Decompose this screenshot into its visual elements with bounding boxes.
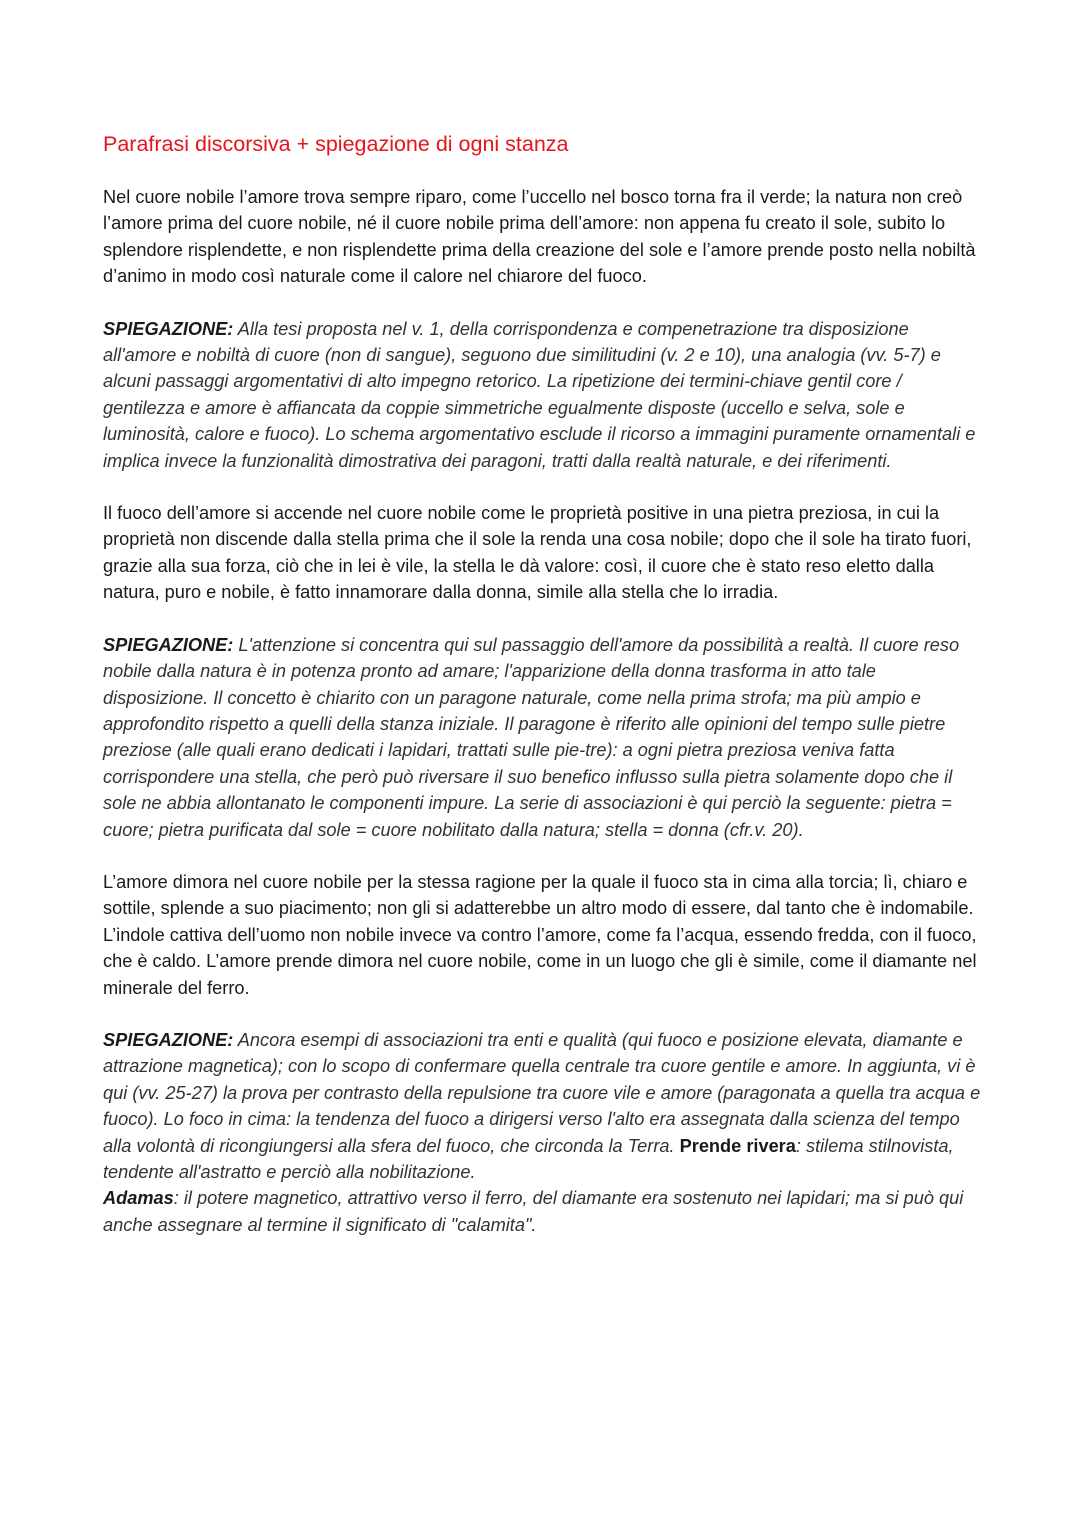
explanation-label: SPIEGAZIONE:	[103, 634, 234, 655]
term-prende-rivera: Prende rivera	[679, 1135, 796, 1156]
stanza2-explanation	[103, 632, 983, 843]
stanza2-paraphrase: Il fuoco dell’amore si accende nel cuore nobile come le proprietà positive in una pietra preziosa, in cui la proprietà non discende dalla stella prima che il sole la renda una cosa nobile; dopo che il sole ha tirato fuori, grazie alla sua forza, ciò che in lei è vile, la stella le dà valore: così, il cuore che è stato reso eletto dalla natura, puro e nobile, è fatto innamorare dalla donna, simile alla stella che lo irradia.	[103, 503, 972, 603]
explanation-label: SPIEGAZIONE:	[103, 1029, 234, 1050]
stanza1-paraphrase: Nel cuore nobile l’amore trova sempre riparo, come l’uccello nel bosco torna fra il verde; la natura non creò l’amore prima del cuore nobile, né il cuore nobile prima dell’amore: non appena fu creato il sole, subito lo splendore risplendette, e non risplendette prima della creazione del sole e l’amore prende posto nella nobiltà d’animo in modo così naturale come il calore nel chiarore del fuoco.	[103, 187, 976, 287]
stanza2-explanation-text: L'attenzione si concentra qui sul passaggio dell'amore da possibilità a realtà. Il cuore reso nobile dalla natura è in potenza pronto ad amare; l'apparizione della donna trasforma in atto tale disposizione. Il concetto è chiarito con un paragone naturale, come nella prima strofa; ma più ampio e approfondito rispetto a quelli della stanza iniziale. Il paragone è riferito alle opinioni del tempo sulle pietre preziose (alle quali erano dedicati i lapidari, trattati sulle pie-tre): a ogni pietra preziosa veniva fatta corrispondere una stella, che però può riversare il suo benefico influsso sulla pietra solamente dopo che il sole ne abbia allontanato le componenti impure. La serie di associazioni è qui perciò la seguente: pietra = cuore; pietra purificata dal sole = cuore nobilitato dalla natura; stella = donna (cfr.v. 20).	[103, 634, 960, 840]
stanza1-explanation-text: Alla tesi proposta nel v. 1, della corrispondenza e compenetrazione tra disposizione all'amore e nobiltà di cuore (non di sangue), seguono due similitudini (v. 2 e 10), una analogia (vv. 5-7) e alcuni passaggi argomentativi di alto impegno retorico. La ripetizione dei termini-chiave gentil core / gentilezza e amore è affiancata da coppie simmetriche egualmente disposte (uccello e selva, sole e luminosità, calore e fuoco). Lo schema argomentativo esclude il ricorso a immagini puramente ornamentali e implica invece la funzionalità dimostrativa dei paragoni, tratti dalla realtà naturale, e dei riferimenti.	[103, 318, 976, 471]
explanation-label: SPIEGAZIONE:	[103, 318, 234, 339]
page-title: Parafrasi discorsiva + spiegazione di ogni stanza	[103, 132, 569, 156]
document-page	[103, 128, 983, 1264]
stanza3-paraphrase: L’amore dimora nel cuore nobile per la stessa ragione per la quale il fuoco sta in cima alla torcia; lì, chiaro e sottile, splende a suo piacimento; non gli si adatterebbe un altro modo di essere, dal tanto che è indomabile. L’indole cattiva dell’uomo non nobile invece va contro l’amore, come fa l’acqua, essendo fredda, con il fuoco, che è caldo. L’amore prende dimora nel cuore nobile, come in un luogo che gli è simile, come il diamante nel minerale del ferro.	[103, 871, 977, 998]
term-prende-rivera-text: : stilema stilnovista, tendente all'astratto e perciò alla nobilitazione.	[103, 1135, 954, 1182]
stanza3-explanation	[103, 1027, 983, 1238]
term-adamas: Adamas	[103, 1188, 174, 1209]
stanza1-explanation	[103, 316, 983, 474]
stanza3-explanation-text: Ancora esempi di associazioni tra enti e qualità (qui fuoco e posizione elevata, diamante e attrazione magnetica); con lo scopo di confermare quella centrale tra cuore gentile e amore. In aggiunta, vi è qui (vv. 25-27) la prova per contrasto della repulsione tra cuore vile e amore (paragonata a quella tra acqua e fuoco). Lo foco in cima: la tendenza del fuoco a dirigersi verso l'alto era assegnata dalla scienza del tempo alla volontà di ricongiungersi alla sfera del fuoco, che circonda la Terra.	[103, 1029, 981, 1156]
term-adamas-text: : il potere magnetico, attrattivo verso il ferro, del diamante era sostenuto nei lapidari; ma si può qui anche assegnare al termine il significato di "calamita".	[103, 1188, 964, 1235]
